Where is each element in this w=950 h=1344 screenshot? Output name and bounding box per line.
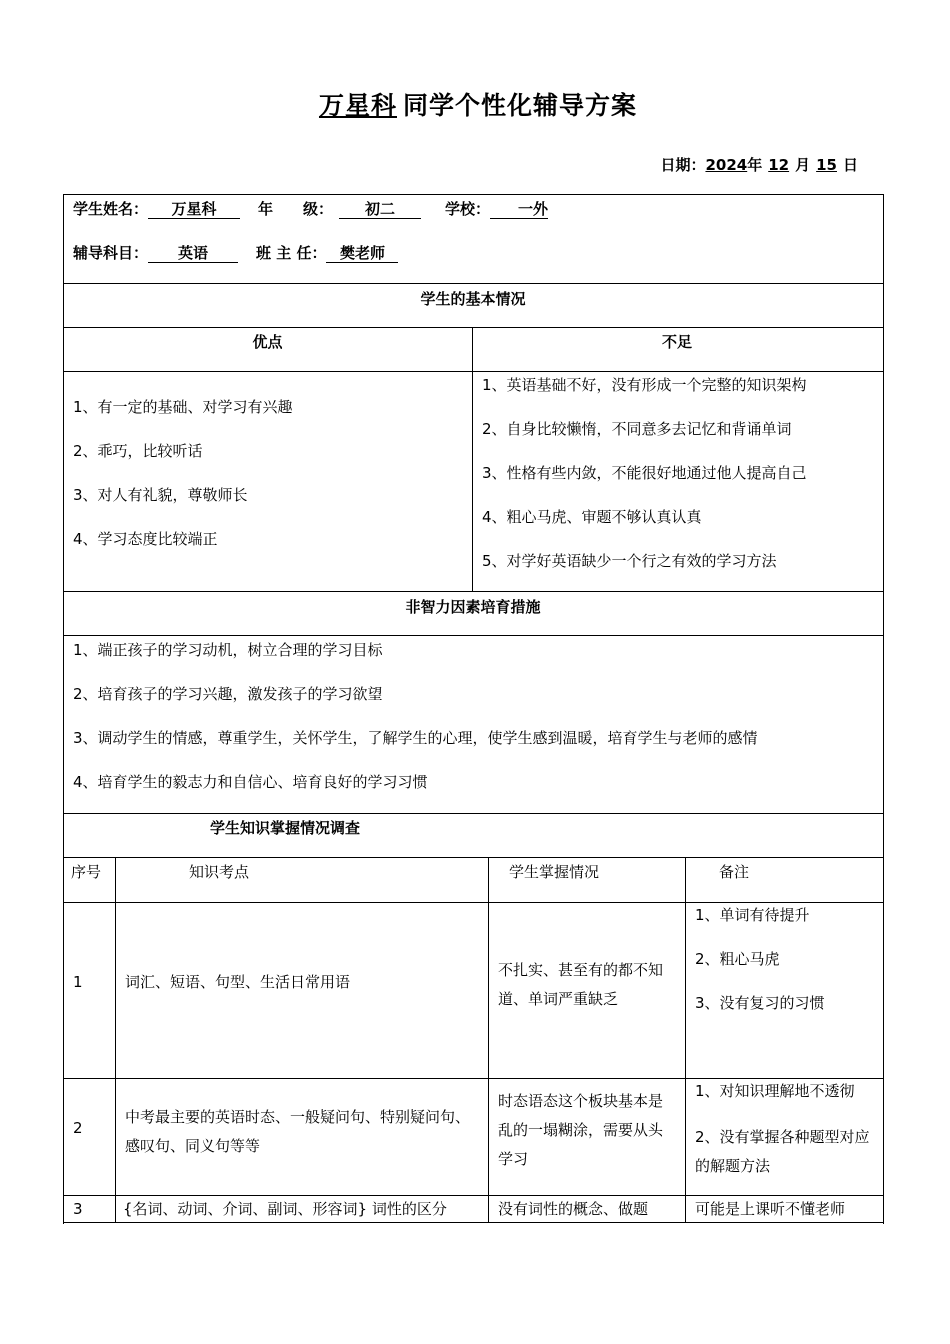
column-header-notes: 备注 [719, 863, 750, 881]
date-day: 15 [816, 156, 837, 174]
row-status: 没有词性的概念、做题 [498, 1200, 649, 1218]
teacher-label: 班 主 任： [256, 244, 327, 262]
column-header-no: 序号 [71, 863, 102, 881]
row-note: 可能是上课听不懂老师 [695, 1200, 846, 1218]
row-number: 3 [73, 1200, 83, 1218]
weaknesses-header: 不足 [661, 333, 692, 351]
rule [63, 857, 883, 858]
row-number: 1 [73, 973, 83, 991]
row-note: 1、对知识理解地不透彻 [695, 1082, 855, 1100]
subject-label: 辅导科目： [73, 244, 149, 262]
measure-item: 2、培育孩子的学习兴趣，激发孩子的学习欲望 [73, 685, 383, 703]
name-label: 学生姓名： [73, 200, 149, 218]
strength-item: 2、乖巧，比较听话 [73, 442, 203, 460]
date-day-unit: 日 [842, 156, 858, 174]
date-month-unit: 月 [795, 156, 811, 174]
row-note: 1、单词有待提升 [695, 906, 810, 924]
rule [63, 635, 883, 636]
rule [63, 371, 883, 372]
survey-section-header: 学生知识掌握情况调查 [210, 819, 361, 837]
date-year-unit: 年 [747, 156, 763, 174]
row-note: 2、粗心马虎 [695, 950, 780, 968]
weakness-item: 3、性格有些内敛，不能很好地通过他人提高自己 [482, 464, 807, 482]
student-school: 一外 [490, 200, 548, 219]
weakness-item: 2、自身比较懒惰，不同意多去记忆和背诵单词 [482, 420, 792, 438]
row-topic: 词汇、短语、句型、生活日常用语 [125, 973, 351, 991]
weakness-item: 5、对学好英语缺少一个行之有效的学习方法 [482, 552, 777, 570]
page-title [0, 86, 950, 122]
title-student-name: 万星科 [318, 91, 397, 120]
title-suffix: 同学个性化辅导方案 [403, 91, 638, 120]
rule [63, 1078, 883, 1079]
row-note: 3、没有复习的习惯 [695, 994, 825, 1012]
date-year: 2024 [705, 156, 748, 174]
rule [63, 902, 883, 903]
rule [63, 813, 883, 814]
row-status: 不扎实、甚至有的都不知道、单词严重缺乏 [498, 961, 664, 1008]
rule [488, 857, 489, 1223]
date-label: 日期： [660, 156, 706, 174]
weakness-item: 1、英语基础不好，没有形成一个完整的知识架构 [482, 376, 807, 394]
measure-item: 3、调动学生的情感，尊重学生，关怀学生，了解学生的心理，使学生感到温暖，培育学生与老师的感情 [73, 729, 758, 747]
measure-item: 1、端正孩子的学习动机，树立合理的学习目标 [73, 641, 383, 659]
rule [472, 327, 473, 591]
measures-section-header: 非智力因素培育措施 [405, 598, 541, 616]
row-status: 时态语态这个板块基本是乱的一塌糊涂，需要从头学习 [498, 1092, 664, 1168]
rule [63, 1195, 883, 1196]
strengths-header: 优点 [252, 333, 283, 351]
date-line [660, 154, 858, 175]
teacher-value: 樊老师 [326, 244, 398, 263]
date-month: 12 [768, 156, 790, 174]
weakness-item: 4、粗心马虎、审题不够认真认真 [482, 508, 702, 526]
measure-item: 4、培育学生的毅志力和自信心、培育良好的学习习惯 [73, 773, 428, 791]
rule [685, 857, 686, 1223]
column-header-status: 学生掌握情况 [509, 863, 600, 881]
rule [63, 327, 883, 328]
basic-section-header: 学生的基本情况 [420, 290, 526, 308]
rule [115, 857, 116, 1223]
subject-value: 英语 [148, 244, 238, 263]
rule [63, 283, 883, 284]
strength-item: 1、有一定的基础、对学习有兴趣 [73, 398, 293, 416]
rule [63, 1222, 883, 1223]
student-name: 万星科 [148, 200, 240, 219]
strength-item: 4、学习态度比较端正 [73, 530, 218, 548]
row-topic: {名词、动词、介词、副词、形容词} 词性的区分 [123, 1200, 447, 1218]
tutor-info-row [73, 242, 398, 264]
rule [63, 591, 883, 592]
student-grade: 初二 [339, 200, 421, 219]
student-info-row [73, 198, 548, 220]
row-topic: 中考最主要的英语时态、一般疑问句、特别疑问句、感叹句、同义句等等 [125, 1108, 471, 1155]
row-note: 2、没有掌握各种题型对应的解题方法 [695, 1128, 870, 1175]
strength-item: 3、对人有礼貌，尊敬师长 [73, 486, 248, 504]
grade-label: 年 级： [258, 200, 334, 218]
column-header-topic: 知识考点 [189, 863, 250, 881]
school-label: 学校： [445, 200, 491, 218]
row-number: 2 [73, 1119, 83, 1137]
